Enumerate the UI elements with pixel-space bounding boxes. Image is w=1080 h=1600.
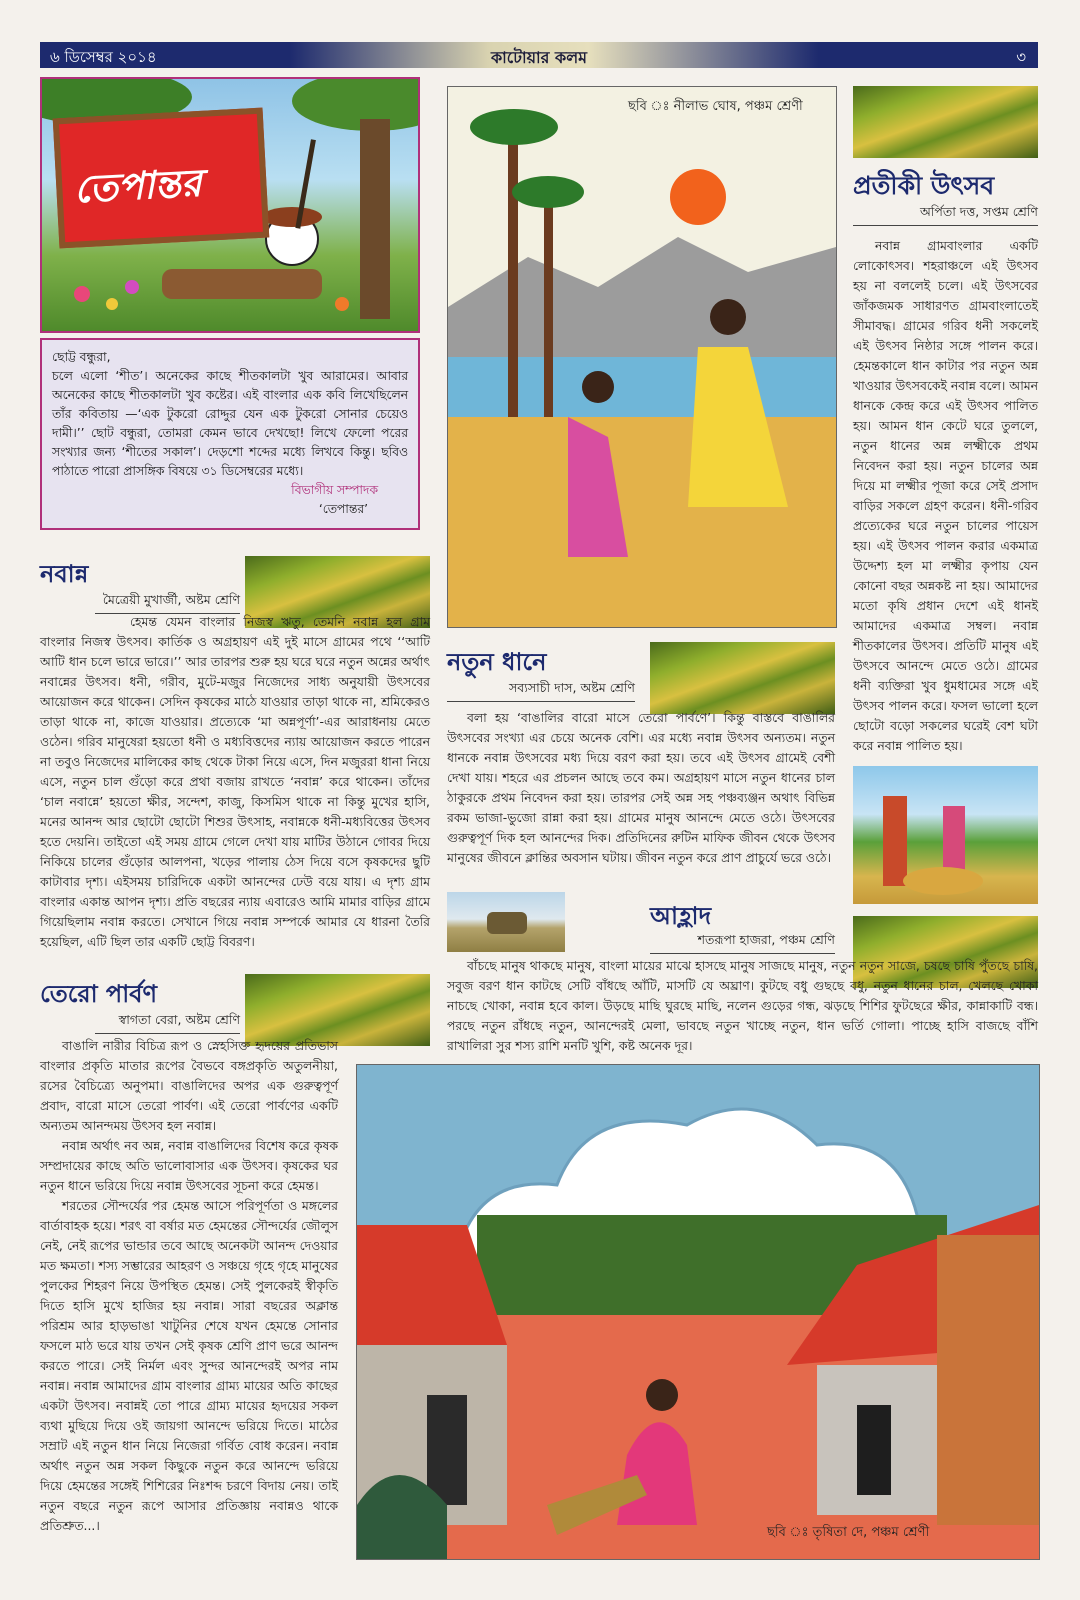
page-number: ৩ (1016, 48, 1026, 66)
tero-title: তেরো পার্বণ (40, 980, 158, 1008)
harvest-painting (447, 86, 837, 628)
tero-p1: বাঙালি নারীর বিচিত্র রূপ ও স্নেহসিক্ত হৃদয়ের প্রতিভাস বাংলার প্রকৃতি মাতার রূপের বৈভবে বঙ্গপ্রকৃতি অতুলনীয়া, রসের বৈচিত্র্যে অনুপমা। বাঙালিদের অপর এক গুরুত্বপূর্ণ প্রবাদ, বারো মাসে তেরো পার্বণ। এই তেরো পার্বণের একটি অন্যতম আনন্দময় উৎসব হল নবান্ন। (40, 1038, 338, 1133)
editor-role: বিভাগীয় সম্পাদক (291, 483, 378, 497)
paper-name: কাটোয়ার কলম (490, 48, 588, 67)
harvest-painting-art (448, 87, 836, 627)
protiki-text: নবান্ন গ্রামবাংলার একটি লোকোৎসব। শহরাঞ্চলে এই উৎসব হয় না বললেই চলে। এই উৎসবের জাঁকজমক সাধারণত গ্রামবাংলাতেই সীমাবদ্ধ। গ্রামের গরিব ধনী সকলেই এই উৎসব নিষ্ঠার সঙ্গে পালন করে। হেমন্তকালে ধান কাটার পর নতুন অন্ন খাওয়ার উৎসবকেই নবান্ন বলে। আমন ধানকে কেন্দ্র করে এই উৎসব পালিত হয়। আমন ধান কেটে ঘরে তুললে, নতুন ধানের অন্ন লক্ষ্মীকে প্রথম নিবেদন করা হয়। নতুন চালের অন্ন দিয়ে মা লক্ষ্মীর পূজা করে সেই প্রসাদ বাড়ির সকলে গ্রহণ করেন। ধনী-গরিব প্রত্যেকের ঘরে নতুন চালের পায়েস হয়। এই উৎসব পালন করার একমাত্র উদ্দেশ্য হল মা লক্ষ্মীর কৃপায় যেন কোনো বছর অন্নকষ্ট না হয়। আমাদের মতো কৃষি প্রধান দেশে এই ধানই আমাদের একমাত্র সম্বল। নবান্ন শীতকালের উৎসব। প্রতিটি মানুষ এই উৎসবে আনন্দে মেতে ওঠে। গ্রামের ধনী ব্যক্তিরা খুব ধুমধামের সঙ্গে এই উৎসব পালন করে। ফসল ভালো হলে ছোটো বড়ো সকলের ঘরেই বেশ ঘটা করে নবান্ন পালিত হয়। (853, 238, 1038, 753)
haystack-art (447, 892, 565, 952)
tero-body (40, 1036, 338, 1536)
rice-image-protiki (853, 86, 1038, 158)
editor-signature (52, 481, 378, 519)
haystack-photo (447, 892, 565, 952)
nabanna-body (40, 612, 430, 952)
rice-image-notun (650, 642, 835, 714)
village-painting-art (357, 1065, 1039, 1559)
editor-name: ‘তেপান্তর’ (318, 502, 368, 516)
ahlad-title: আহ্লাদ (650, 902, 712, 930)
notun-title: নতুন ধানে (447, 648, 547, 676)
village-painting (356, 1064, 1040, 1560)
editor-note (40, 338, 420, 530)
field-photo (853, 766, 1038, 904)
tepantor-banner (40, 77, 420, 333)
notun-author: সব্যসাচী দাস, অষ্টম শ্রেণি (447, 680, 635, 702)
ahlad-author: শতরূপা হাজরা, পঞ্চম শ্রেণি (650, 932, 835, 954)
field-photo-art (853, 766, 1038, 904)
nabanna-title: নবান্ন (40, 560, 89, 588)
tero-p2: নবান্ন অর্থাৎ নব অন্ন, নবান্ন বাঙালিদের বিশেষ করে কৃষক সম্প্রদায়ের কাছে অতি ভালোবাসার এক উৎসব। কৃষকের ঘর নতুন ধানে ভরিয়ে দিয়ে নবান্ন উৎসবের সূচনা করে হেমন্ত। (40, 1138, 338, 1193)
issue-date: ৬ ডিসেম্বর ২০১৪ (50, 48, 157, 66)
notun-body (447, 708, 835, 868)
ahlad-body (447, 956, 1038, 1056)
protiki-author: অর্পিতা দত্ত, সপ্তম শ্রেণি (853, 204, 1038, 226)
notun-text: বলা হয় ‘বাঙালির বারো মাসে তেরো পার্বণে’। কিন্তু বাস্তবে বাঙালির উৎসবের সংখ্যা এর চেয়ে অনেক বেশি। এর মধ্যে নবান্ন উৎসব অন্যতম। নতুন ধানকে নবান্ন উৎসবের মধ্য দিয়ে বরণ করা হয়। তবে এই উৎসব গ্রামেই বেশী দেখা যায়। শহরে এর প্রচলন আছে তবে কম। অগ্রহায়ণ মাসে নতুন ধানের চাল ঠাকুরকে প্রথম নিবেদন করা হয়। তারপর সেই অন্ন সহ পঞ্চব্যঞ্জন অথাৎ বিভিন্ন রকম ভাজা-ভুজো রান্না করা হয়। গ্রামের মানুষ আনন্দে মেতে ওঠে। উৎসবের গুরুত্বপূর্ণ দিক হল আনন্দের দিক। প্রতিদিনের রুটিন মাফিক জীবন থেকে উৎসব মানুষের জীবনে ক্লান্তির অবসান ঘটায়। জীবন নতুন করে প্রাণ প্রাচুর্যে ভরে ওঠে। (447, 710, 835, 865)
painting2-caption: ছবি ঃ তৃষিতা দে, পঞ্চম শ্রেণী (767, 1525, 930, 1540)
tero-author: স্বাগতা বেরা, অষ্টম শ্রেণি (95, 1012, 240, 1034)
nabanna-text: হেমন্ত যেমন বাংলার নিজস্ব ঋতু, তেমনি নবান্ন হল গ্রাম বাংলার নিজস্ব উৎসব। কার্তিক ও অগ্রহায়ণ এই দুই মাসে গ্রামের পথে ‘‘আটি আটি ধান চলে ভারে ভারে।’’ আর তারপর শুরু হয় ঘরে ঘরে নতুন অন্নের অর্থাৎ নবান্নের উৎসব। ধনী, গরীব, মুটে-মজুর নিজেদের সাধ্য অনুযায়ী উৎসবের আয়োজন করে থাকেন। সেদিন কৃষকের মাঠে যাওয়ার তাড়া থাকে না, শ্রমিকেরও তাড়া থাকে না, কাজে যাওয়ার। প্রত্যেকে ‘মা অন্নপূর্ণা’-এর আরাধনায় মেতে ওঠেন। গরিব মানুষেরা হয়তো ধনী ও মধ্যবিত্তদের ন্যায় আয়োজন করতে পারেন না তবুও নিজেদের মালিকের কাছ থেকে টাকা নিয়ে এসে, দিন মজুররা ধানা নিয়ে এসে, নতুন চাল গুঁড়ো করে প্রথা বজায় রাখতে ‘নবান্ন’ করে থাকেন। তাঁদের ‘চাল নবান্নে’ হয়তো ক্ষীর, সন্দেশ, কাজু, কিসমিস থাকে না কিন্তু মুখের হাসি, মনের আনন্দ আর ছোটো ছোটো শিশুর উৎসাহ, নবান্নকে ধনী-মধ্যবিত্তের উৎসব হতে দেয়নি। তাইতো এই সময় গ্রামে গেলে দেখা যায় মাটির উঠানে গোবর দিয়ে নিকিয়ে চালের গুঁড়োর আলপনা, খড়ের পালায় ঠেস দিয়ে বসে কৃষকদের ছুটি কাটাবার দৃশ্য। এইসময় চারিদিকে একটা আনন্দের ঢেউ বয়ে যায়। এ দৃশ্য গ্রাম বাংলার একান্ত আপন দৃশ্য। প্রতি বছরের ন্যায় এবারেও আমি মামার বাড়ির গ্রামে গিয়েছিলাম নবান্ন করতে। সেখানে গিয়ে নবান্ন সম্পর্কে আমার যে ধারনা তৈরি হয়েছিল, এটি ছিল তার একটি ছোট্ট বিবরণ। (40, 614, 430, 949)
nabanna-author: মৈত্রেয়ী মুখার্জী, অষ্টম শ্রেণি (95, 592, 240, 614)
protiki-title: প্রতীকী উৎসব (853, 171, 995, 200)
painting1-caption: ছবি ঃ নীলাভ ঘোষ, পঞ্চম শ্রেণী (628, 99, 803, 114)
protiki-body (853, 236, 1038, 756)
page-header (40, 42, 1038, 68)
tero-p3: শরতের সৌন্দর্যের পর হেমন্ত আসে পরিপূর্ণতা ও মঙ্গলের বার্তাবাহক হয়ে। শরৎ বা বর্ষার মত হেমন্তের সৌন্দর্যের জৌলুস নেই, নেই রূপের ভান্ডার তবে আছে অনেকটা আনন্দ দেওয়ার মত ক্ষমতা। শস্য সম্ভারের আহরণ ও সঞ্চয়ে গৃহে গৃহে মানুষের পুলকের শিহরণ নিয়ে উপস্থিত হেমন্ত। সেই পুলকেরই স্বীকৃতি দিতে হাসি মুখে হাজির হয় নবান্ন। সারা বছরের অক্লান্ত পরিশ্রম আর হাড়ভাঙা খাটুনির শেষে যখন হেমন্তে সোনার ফসলে মাঠ ভরে যায় তখন সেই কৃষক শ্রেণি প্রাণ ভরে আনন্দ করতে পারে। সেই নির্মল এবং সুন্দর আনন্দেরই অপর নাম নবান্ন। নবান্ন আমাদের গ্রাম বাংলার গ্রাম্য মায়ের অতি কাছের একটা উৎসব। নবান্নই তো পারে গ্রাম্য মায়ের হৃদয়ের সকল ব্যথা মুছিয়ে দিয়ে ওই জায়গা আনন্দে ভরিয়ে দিতে। মাঠের সম্রাট এই নতুন ধান নিয়ে নিজেরা গর্বিত বোধ করেন। নবান্ন অর্থাৎ নতুন অন্ন সকল কিছুকে নতুন করে আনন্দে ভরিয়ে দিয়ে হেমন্তের সঙ্গেই শিশিরের নিঃশব্দ চরণে বিদায় নেয়। তাই নতুন বছরে নতুন রূপে আসার প্রতিজ্ঞায় নবান্নও থাকে প্রতিশ্রুত...। (40, 1198, 338, 1533)
ahlad-text: বাঁচছে মানুষ থাকছে মানুষ, বাংলা মায়ের মাঝে হাসছে মানুষ সাজছে মানুষ, নতুন নতুন সাজে, চষছে চাষি পুঁতছে চাষি, সবুজ বরণ ধান কাটছে সেটি বাঁধছে আঁটি, মাসটি যে অঘ্রাণ। কুটছে বধু গুছছে বধু, নতুন ধানের চাল, খেলছে খোকা নাচছে খোকা, নবান্ন হবে কাল। উড়ছে মাছি ঘুরছে মাছি, নলেন গুড়ের গন্ধ, ঝড়ছে শিশির ফুটছেরে ক্ষীর, কান্নাকাটি বন্ধ। পরছে নতুন রাঁধছে নতুন, আনন্দেরই মেলা, ভাবছে নতুন খাচ্ছে নতুন, ধান ভর্তি গোলা। পাচ্ছে হাসি বাজছে বাঁশি রাখালিরা সুর শস্য রাশি মনটি খুশি, কষ্ট অনেক দূর। (447, 958, 1038, 1053)
editor-text: চলে এলো ‘শীত’। অনেকের কাছে শীতকালটা খুব আরামের। আবার অনেকের কাছে শীতকালটা খুব কষ্টের। এই বাংলার এক কবি লিখেছিলেন তাঁর কবিতায় —‘এক টুকরো রোদ্দুর যেন এক টুকরো সোনার চেয়েও দামী।’’ ছোট বন্ধুরা, তোমরা কেমন ভাবে দেখছো! লিখে ফেলো পরের সংখ্যার জন্য ‘শীতের সকাল’। দেড়শো শব্দের মধ্যে লিখবে কিন্তু। ছবিও পাঠাতে পারো প্রাসঙ্গিক বিষয়ে ৩১ ডিসেম্বরের মধ্যে। (52, 369, 408, 478)
editor-greeting: ছোট্ট বন্ধুরা, (52, 350, 111, 364)
banner-title: তেপান্তর (72, 160, 203, 212)
